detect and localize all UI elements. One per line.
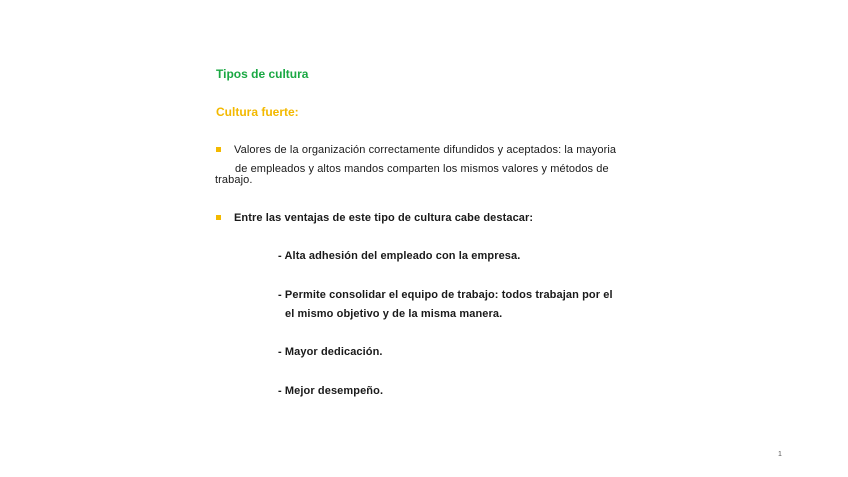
bullet-1-line-3: trabajo.	[215, 174, 253, 186]
advantage-item-1: - Alta adhesión del empleado con la empresa.	[278, 250, 521, 262]
bullet-1-line-2: de empleados y altos mandos comparten los mismos valores y métodos de	[235, 163, 609, 175]
advantage-item-4: - Mejor desempeño.	[278, 385, 384, 397]
page-number: 1	[778, 451, 782, 458]
advantage-item-2-line-2: el mismo objetivo y de la misma manera.	[285, 308, 503, 320]
bullet-marker-1	[216, 147, 221, 152]
advantage-item-3: - Mayor dedicación.	[278, 346, 383, 358]
bullet-1-line-1: Valores de la organización correctamente difundidos y aceptados: la mayoria	[234, 144, 617, 156]
slide-title: Tipos de cultura	[216, 67, 309, 81]
bullet-marker-2	[216, 215, 221, 220]
slide-subtitle: Cultura fuerte:	[216, 105, 299, 119]
advantage-item-2-line-1: - Permite consolidar el equipo de trabajo: todos trabajan por el	[278, 289, 613, 301]
bullet-2-text: Entre las ventajas de este tipo de cultura cabe destacar:	[234, 212, 534, 224]
